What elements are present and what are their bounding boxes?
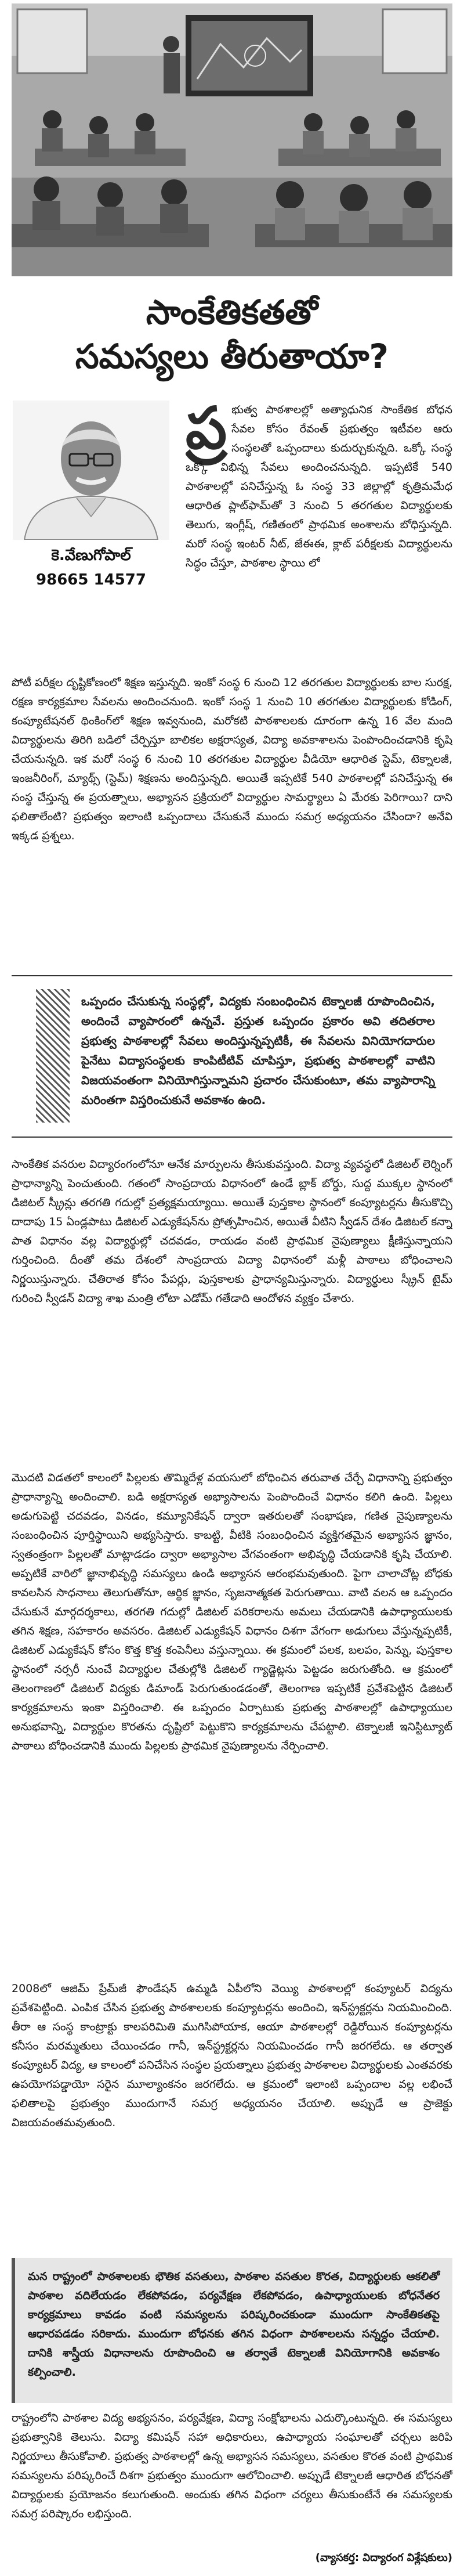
author-phone: 98665 14577 bbox=[36, 571, 146, 589]
intro-paragraph bbox=[186, 401, 452, 673]
body-paragraph-5: రాష్ట్రంలోని పాఠశాల విద్య అభ్యసనం, పర్యవేక్షణ, విద్యా సంక్షోభాలను ఎదుర్కొంటున్నది. ఈ సమస్యలు ప్రభుత్వానికి తెలుసు. విద్యా కమిషన్ సహా అధికారులు, ఉపాధ్యాయ సంఘాలతో చర్చలు జరిపి నిర్ణయాలు తీసుకోవాలి. ప్రభుత్వ పాఠశాలల్లో ఉన్న అభ్యాసన సమస్యలు, వసతుల కొరత వంటి ప్రాథమిక సమస్యలను పరిష్కరించే దిశగా ప్రభుత్వం ముందుగా ఆలోచించాలి. అప్పుడే టెక్నాలజీ ఆధారిత బోధనతో విద్యార్థులకు ప్రయోజనం కలుగుతుంది. అందుకు తగిన విధంగా చర్యలు తీసుకుంటేనే ఈ సమస్యలకు సమగ్ర పరిష్కారం లభిస్తుంది. bbox=[12, 2412, 452, 2520]
intro-text: భుత్వ పాఠశాలల్లో అత్యాధునిక సాంకేతిక బోధన సేవల కోసం రేవంత్ ప్రభుత్వం ఇటీవల ఆరు సంస్థలతో ఒప్పందాలు కుదుర్చుకున్నది. ఒక్కో సంస్థ ఒక్కో విభిన్న సేవలు అందించనున్నది. ఇప్పటికే 540 పాఠశాలల్లో పనిచేస్తున్న ఓ సంస్థ 33 జిల్లాల్లో కృత్రిమమేధ ఆధారిత ప్లాట్‌ఫామ్‌తో 3 నుంచి 5 తరగతుల విద్యార్థులకు తెలుగు, ఇంగ్లీష్, గణితంలో ప్రాథమిక అంశాలను బోధిస్తున్నది. మరో సంస్థ ఇంటర్ నీట్, జేఈఈ, క్లాట్ పరీక్షలకు విద్యార్థులను సిద్ధం చేస్తూ, పాఠశాల స్థాయి లో bbox=[186, 403, 452, 569]
author-photo bbox=[13, 401, 169, 540]
classroom-photo bbox=[12, 3, 452, 276]
quote-bar-decoration bbox=[36, 989, 70, 1123]
author-name: కె.వేణుగోపాల్ bbox=[51, 547, 131, 564]
author-note: (వ్యాసకర్త: విద్యారంగ విశ్లేషకులు) bbox=[315, 2552, 452, 2564]
author-portrait bbox=[13, 401, 169, 540]
highlight-box: మన రాష్ట్రంలో పాఠశాలలకు భౌతిక వసతులు, పాఠశాల వసతుల కొరత, విద్యార్థులకు ఆకలితో పాఠశాల వదిలేయడం లేకపోవడం, పర్యవేక్షణ లేకపోవడం, ఉపాధ్యాయులకు బోధనేతర కార్యక్రమాలు కావడం వంటి సమస్యలను పరిష్కరించకుండా ముందుగా సాంకేతికతపై ఆధారపడడం సరికాదు. ముందుగా బోధనకు తగిన విధంగా పాఠశాలలను సన్నద్ధం చేయాలి. దానికి శాస్త్రీయ విధానాలను రూపొందించి ఆ తర్వాతే టెక్నాలజీ వినియోగానికి అవకాశం కల్పించాలి. bbox=[12, 2258, 452, 2403]
body-paragraph-2: సాంకేతిక వనరుల విద్యారంగంలోనూ ఆనేక మార్పులను తీసుకువస్తుంది. విద్యా వ్యవస్థలో డిజిటల్ లెర్నింగ్ ప్రాధాన్యాన్ని పెంచుతుంది. గతంలో సాంప్రదాయ విధానంలో ఉండే బ్లాక్ బోర్డు, సుద్ద ముక్కల స్థానంలో డిజిటల్ స్క్రీన్లు తరగతి గదుల్లో ప్రత్యక్షమయ్యాయి. అయితే పుస్తకాల స్థానంలో కంప్యూటర్లను తీసుకొచ్చి దాదాపు 15 ఏండ్లపాటు డిజిటల్ ఎడ్యుకేషన్‌ను ప్రోత్సహించిన, అయితే వీటిని స్వీడన్ దేశం డిజిటల్ కన్నా పాత విధానం వల్ల విద్యార్థుల్లో చదవడం, రాయడం వంటి ప్రాథమిక నైపుణ్యాలు క్షీణిస్తున్నాయని గుర్తించింది. దీంతో తమ దేశంలో సాంప్రదాయ విద్యా విధానంలో మళ్లీ పాఠాలు బోధించాలని నిర్ణయిస్తున్నారు. చేతిరాత కోసం పేపర్లు, పుస్తకాలకు ప్రాధాన్యమిస్తున్నారు. విద్యార్థులు స్క్రీన్ టైమ్ గురించి స్వీడన్ విద్యా శాఖ మంత్రి లోటా ఎడోమ్ గతేడాది ఆందోళన వ్యక్తం చేశారు. bbox=[12, 1158, 452, 1305]
intro-continuation: పోటీ పరీక్షల దృష్టికోణంలో శిక్షణ ఇస్తున్నది. ఇంకో సంస్థ 6 నుంచి 12 తరగతుల విద్యార్థులకు బాల సురక్ష, రక్షణ కార్యక్రమాల సేవలను అందించనుంది. ఇంకో సంస్థ 1 నుంచి 10 తరగతుల విద్యార్థులకు కోడింగ్, కంప్యూటేషనల్ థింకింగ్‌లో శిక్షణ ఇవ్వనుంది, మరోకటి పాఠశాలలకు దూరంగా ఉన్న 16 వేల మంది విద్యార్థులను తిరిగి బడిలో చేర్పిస్తూ బాలికల అక్షరాస్యత, విద్యా అవకాశాలను పెంపొందించడానికి కృషి చేయనున్నది. ఇక మరో సంస్థ 6 నుంచి 10 తరగతుల విద్యార్థుల వీడియో ఆధారిత స్టెమ్, టెక్నాలజీ, ఇంజనీరింగ్, మ్యాథ్స్ (స్టెమ్) శిక్షణను అందిస్తున్నది. అయితే ఇప్పటికే 540 పాఠశాలల్లో పనిచేస్తున్న ఈ సంస్థ చేస్తున్న ఈ ప్రయత్నాలు, అభ్యాసన ప్రక్రియలో విద్యార్థుల సామర్థ్యాలు ఏ మేరకు పెరిగాయి? దాని ఫలితాలేంటి? ప్రభుత్వం ఇలాంటి ఒప్పందాలు చేసుకునే ముందు సమగ్ర అధ్యయనం చేసిందా? అనేవి ఇక్కడ ప్రశ్నలు. bbox=[12, 676, 452, 842]
drop-cap: ప్ర bbox=[186, 401, 227, 462]
article-headline bbox=[12, 290, 452, 378]
headline-line-2: సమస్యలు తీరుతాయా? bbox=[75, 337, 389, 376]
pull-quote bbox=[12, 975, 452, 1138]
pull-quote-text: ఒప్పందం చేసుకున్న సంస్థల్లో, విద్యకు సంబంధించిన టెక్నాలజీ రూపొందించిన, అందించే వ్యాపారంలో ఉన్నవే. ప్రస్తుత ఒప్పందం ప్రకారం అవి తదితరాల ప్రభుత్వ పాఠశాలల్లో సేవలు అందిస్తున్నప్పటికీ, ఈ సేవలను వినియోగదారుల పైనేటు విద్యాసంస్థలకు కాంపిటీటివ్ చూపిస్తూ, ప్రభుత్వ పాఠశాలల్లో వాటిని విజయవంతంగా వినియోగిస్తున్నామని ప్రచారం చేసుకుంటూ, తమ వ్యాపారాన్ని మరింతగా విస్తరించుకునే అవకాశం ఉంది. bbox=[81, 994, 435, 1107]
headline-line-1: సాంకేతికతతో bbox=[146, 293, 318, 332]
body-paragraph-4: 2008లో ఆజిమ్ ప్రేమ్‌జీ ఫౌండేషన్ ఉమ్మడి ఏపీలోని వెయ్యి పాఠశాలల్లో కంప్యూటర్ విద్యను ప్రవేశపెట్టింది. ఎంపిక చేసిన ప్రభుత్వ పాఠశాలలకు కంప్యూటర్లను అందించి, ఇన్‌స్ట్రక్టర్లను నియమించింది. తీరా ఆ సంస్థ కాంట్రాక్టు కాలపరిమితి ముగిసిపోయాక, ఆయా పాఠశాలల్లో రెడ్డిరోయిన కంప్యూటర్లను కనీసం మరమ్మతులు చేయించడం గానీ, ఇన్‌స్ట్రక్టర్లను నియమించడం గానీ జరగలేదు. ఆ తర్వాత కంప్యూటర్ విద్య, ఆ కాలంలో పనిచేసిన సంస్థల ప్రయత్నాలు ప్రభుత్వ పాఠశాలల విద్యార్థులకు ఎంతవరకు ఉపయోగపడ్డాయో సరైన మూల్యాంకనం జరగలేదు. ఆ క్రమంలో ఇలాంటి ఒప్పందాల వల్ల లభించే ఫలితాలపై ప్రభుత్వం ముందుగానే సమగ్ర అధ్యయనం చేయాలి. అప్పుడే ఆ ప్రాజెక్టు విజయవంతమవుతుంది. bbox=[12, 1982, 452, 2129]
body-paragraph-3: మొదటి విడతలో కాలంలో పిల్లలకు తొమ్మిదేళ్ల వయసులో బోధించిన తరువాత చేర్చే విధానాన్ని ప్రభుత్వం ప్రాధాన్యాన్ని అందించాలి. బడి అక్షరాస్యత అభ్యాసాలను పెంపొందించే విధానం కలిగి ఉంది. పిల్లలు అడుగుపెట్టి చదవడం, వినడం, కమ్యూనికేషన్ ద్వారా ఇతరులతో సంభాషణ, గణిత నైపుణ్యాలను సంబంధించిన పూర్తిస్థాయిని అభ్యసిస్తారు. కాబట్టి, వీటికి సంబంధించిన వ్యక్తిగతమైన అభ్యాసన జ్ఞానం, స్వతంత్రంగా పిల్లలతో మాట్లాడడం ద్వారా అభ్యాసాల వేగవంతంగా అభివృద్ధి చేయడానికి కృషి చేయాలి. అప్పటికే వారిలో జ్ఞానాభివృద్ధి సమస్యలు ఉండి అభ్యాసన ఆరంభమవుతుంది. పైగా చాలాచోట్ల బోధకు కావలసిన సాధనాలు తెలుగుతోనూ, ఆర్థిక జ్ఞానం, సృజనాత్మకత పెరుగుతాయి. వాటి వలన ఆ ఒప్పందం చేసుకునే మార్గదర్శకాలు, తరగతి గదుల్లో డిజిటల్ పరికరాలను అమలు చేయడానికి ఉపాధ్యాయులకు తగిన శిక్షణ, సహకారం అవసరం. డిజిటల్ ఎడ్యుకేషన్ విధానం దిశగా వేగంగా అడుగులు వేస్తున్నప్పటికీ, డిజిటల్ ఎడ్యుకేషన్ కోసం కొత్త కొత్త కంపెనీలు వస్తున్నాయి. ఈ క్రమంలో పలక, బలపం, పెన్ను, పుస్తకాల స్థానంలో నర్సరీ నుంచే విద్యార్థుల చేతుల్లోకి డిజిటల్ గ్యాడ్జెట్లను పెట్టడం జరుగుతోంది. ఆ క్రమంలో తెలంగాణలో డిజిటల్ విద్యకు డిమాండ్ పెరుగుతుండడంతో, తెలంగాణ ఇప్పటికే ప్రవేశపెట్టిన డిజిటల్ కార్యక్రమాలను ఇంకా విస్తరించాలి. ఈ ఒప్పందం ఏర్పాటుకు ప్రభుత్వ పాఠశాలల్లో ఉపాధ్యాయుల అనుభవాన్ని, విద్యార్థుల కొరతను దృష్టిలో పెట్టుకొని కార్యక్రమాలను చేపట్టాలి. టెక్నాలజీ ఇనిస్టిట్యూట్ పాఠాలు బోధించడానికి ముందు పిల్లలకు ప్రాథమిక నైపుణ్యాలను నేర్పించాలి. bbox=[12, 1471, 452, 1752]
classroom-illustration bbox=[12, 3, 452, 276]
